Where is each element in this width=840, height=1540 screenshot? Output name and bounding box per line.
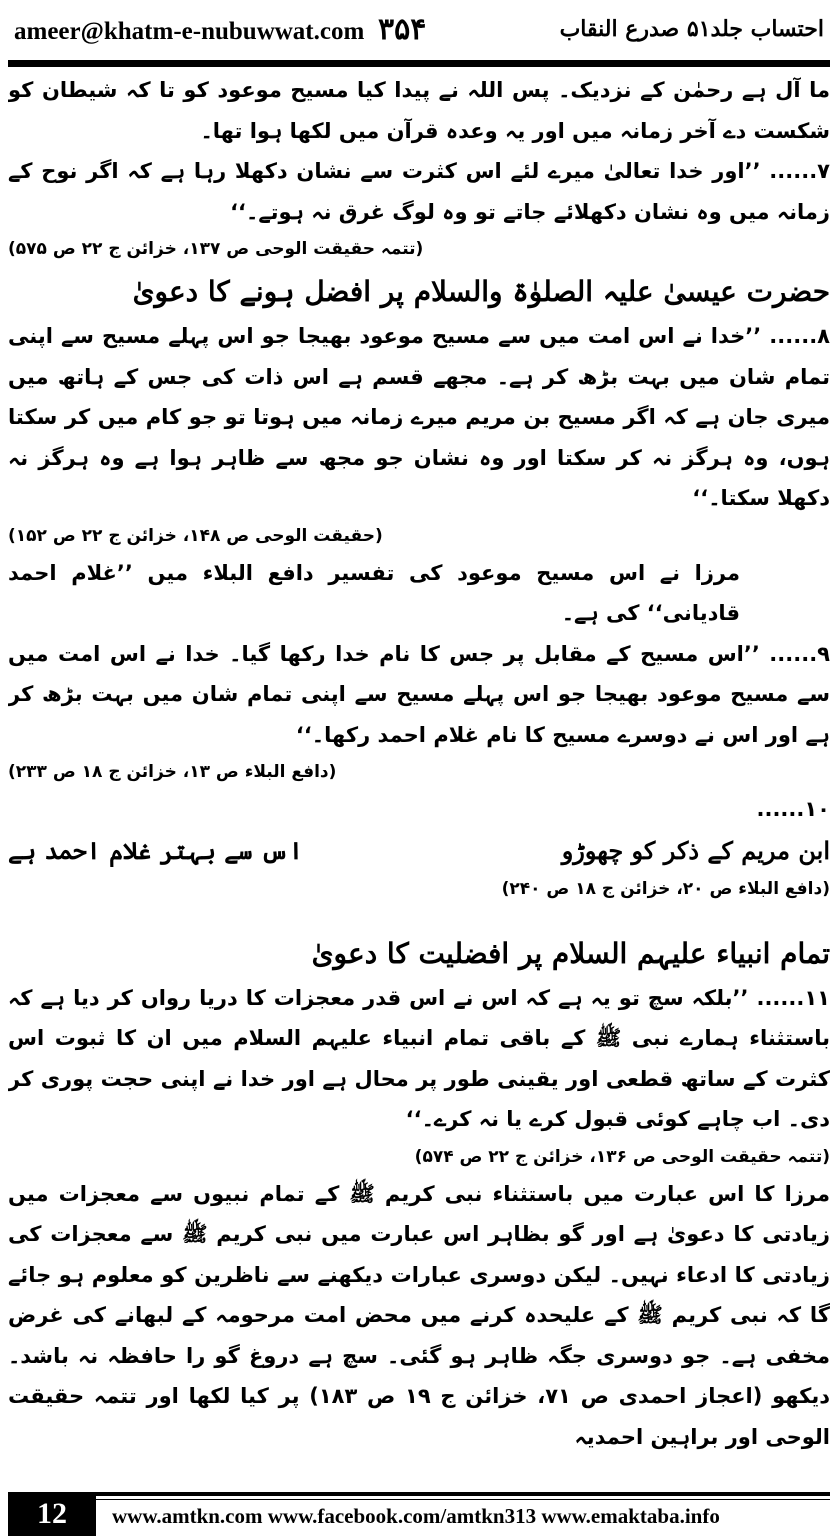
- reference-5: (دافع البلاء ص ۱۳، خزائن ج ۱۸ ص ۲۳۳): [8, 762, 337, 782]
- page-header: [0, 0, 840, 68]
- page-number-box: 12: [8, 1492, 96, 1536]
- reference-2: (تتمہ حقیقت الوحی ص ۱۳۷، خزائن ج ۲۲ ص ۵۷۵): [8, 239, 424, 259]
- paragraph-1: ما آل ہے رحمٰن کے نزدیک۔ پس اللہ نے پیدا کیا مسیح موعود کو تا کہ شیطان کو شکست دے آخر زمانہ میں اور یہ وعدہ قرآن میں لکھا ہوا تھا۔: [8, 78, 830, 143]
- reference-3: (حقیقت الوحی ص ۱۴۸، خزائن ج ۲۲ ص ۱۵۲): [8, 525, 383, 546]
- paragraph-3: ۸...... ’’خدا نے اس امت میں سے مسیح موعود بھیجا جو اس پہلے مسیح سے اپنی تمام شان میں بہت بڑھ کر ہے۔ مجھے قسم ہے اس ذات کی جس کے ہاتھ میں میری جان ہے کہ اگر مسیح بن مریم میرے زمانہ میں ہوتا تو جو کام میں کر سکتا ہوں، وہ ہرگز نہ کر سکتا اور وہ نشان جو مجھ سے ظاہر ہوا ہے وہ ہرگز نہ دکھلا سکتا۔‘‘: [8, 324, 830, 510]
- paragraph-6-number: ۱۰......: [756, 797, 830, 821]
- poem-reference: (دافع البلاء ص ۲۰، خزائن ج ۱۸ ص ۲۴۰): [501, 878, 830, 899]
- book-title: احتساب جلد۵۱ صدرع النقاب: [559, 16, 824, 42]
- poem-first-hemistich: ابن مریم کے ذکر کو چھوڑو: [561, 835, 830, 865]
- footer-rule: [96, 1492, 830, 1496]
- paragraph-8: مرزا کا اس عبارت میں باستثناء نبی کریم ﷺ کے تمام نبیوں سے معجزات میں زیادتی کا دعویٰ ہے اور گو بظاہر اس عبارت میں نبی کریم ﷺ سے معجزات کی زیادتی کا ادعاء نہیں۔ لیکن دوسری عبارات دیکھنے سے ناظرین کو معلوم ہو جائے گا کہ نبی کریم ﷺ کے علیحدہ کرنے میں محض امت مرحومہ کے لبھانے کی غرض مخفی ہے۔ جو دوسری جگہ ظاہر ہو گئی۔ سچ ہے دروغ گو را حافظہ نہ باشد۔ دیکھو (اعجاز احمدی ص ۷۱، خزائن ج ۱۹ ص ۱۸۳) پر کیا لکھا اور تتمہ حقیقت الوحی اور براہین احمدیہ: [8, 1181, 830, 1449]
- page-number-urdu: ۳۵۴: [378, 12, 427, 47]
- spacer: [8, 906, 830, 928]
- paragraph-5: ۹...... ’’اس مسیح کے مقابل پر جس کا نام خدا رکھا گیا۔ خدا نے اس امت میں سے مسیح موعود بھیجا جو اس پہلے مسیح سے اپنی تمام شان میں بہت بڑھ کر ہے اور اس نے دوسرے مسیح کا نام غلام احمد رکھا۔‘‘: [8, 641, 830, 747]
- page-body: [8, 70, 830, 1478]
- page-footer: [0, 1486, 840, 1540]
- section-heading-2: تمام انبیاء علیہم السلام پر افضلیت کا دعویٰ: [311, 936, 830, 970]
- reference-7: (تتمہ حقیقت الوحی ص ۱۳۶، خزائن ج ۲۲ ص ۵۷۴): [414, 1146, 830, 1167]
- email-address: ameer@khatm-e-nubuwwat.com: [14, 18, 365, 45]
- footer-links[interactable]: www.amtkn.com www.facebook.com/amtkn313 www.emaktaba.info: [112, 1504, 720, 1528]
- paragraph-2: ۷...... ’’اور خدا تعالیٰ میرے لئے اس کثرت سے نشان دکھلا رہا ہے کہ اگر نوح کے زمانہ میں وہ نشان دکھلائے جاتے تو وہ لوگ غرق نہ ہوتے۔‘‘: [8, 159, 830, 224]
- poem-couplet: [8, 830, 830, 872]
- paragraph-4: مرزا نے اس مسیح موعود کی تفسیر دافع البلاء میں ’’غلام احمد قادیانی‘‘ کی ہے۔: [8, 560, 740, 625]
- paragraph-7: ۱۱...... ’’بلکہ سچ تو یہ ہے کہ اس نے اس قدر معجزات کا دریا رواں کر دیا ہے کہ باستثناء ہمارے نبی ﷺ کے باقی تمام انبیاء علیہم السلام میں ان کا ثبوت اس کثرت کے ساتھ قطعی اور یقینی طور پر محال ہے اور خدا نے اپنی حجت پوری کر دی۔ اب چاہے کوئی قبول کرے یا نہ کرے۔‘‘: [8, 985, 830, 1131]
- footer-rule-thin: [96, 1499, 830, 1500]
- header-rule: [8, 60, 830, 67]
- section-heading-1: حضرت عیسیٰ علیہ الصلوٰۃ والسلام پر افضل ہونے کا دعویٰ: [132, 275, 830, 308]
- poem-second-hemistich: اس سے بہتر غلام احمد ہے: [8, 835, 303, 865]
